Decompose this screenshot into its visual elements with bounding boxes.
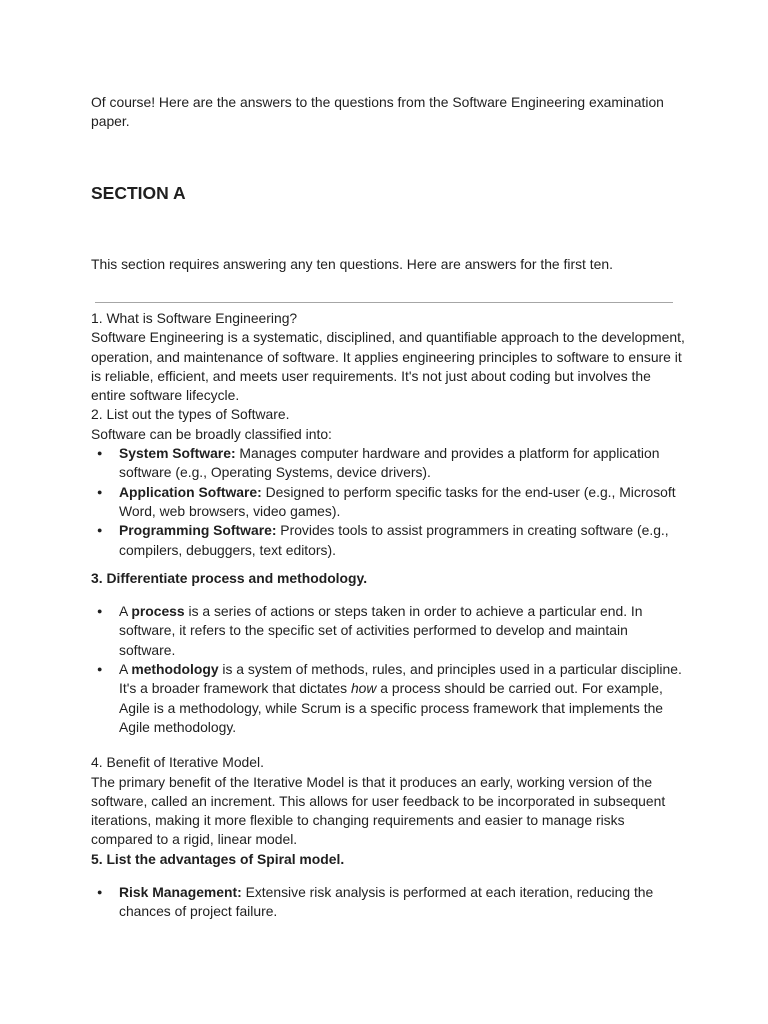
list-item-text: Extensive risk analysis is performed at each iteration, reducing the chances of project failure. (119, 884, 654, 920)
q4-question: 4. Benefit of Iterative Model. (91, 754, 264, 771)
list-item-emphasis: how (350, 680, 377, 697)
list-item-term: Application Software: (119, 483, 262, 500)
q5-question (91, 850, 686, 869)
q3-list (91, 602, 686, 737)
list-item-text: is a system of methods, rules, and principles used in a particular discipline. It's a broader framework that dictates (119, 661, 682, 697)
q2-list (91, 444, 686, 560)
q3-question-text: 3. Differentiate process and methodology. (91, 569, 368, 586)
q1-question: 1. What is Software Engineering? (91, 310, 298, 326)
list-item-text: Provides tools to assist programmers in creating software (e.g., compilers, debuggers, text editors). (119, 522, 669, 558)
list-item-text: is a series of actions or steps taken in order to achieve a particular end. In software, it refers to the specific set of activities performed to develop and maintain software. (119, 603, 643, 658)
q5-question-text: 5. List the advantages of Spiral model. (91, 850, 345, 867)
list-item (91, 483, 686, 522)
q2-question: 2. List out the types of Software. (91, 406, 290, 423)
horizontal-divider (95, 302, 673, 303)
list-item-term: Risk Management: (119, 884, 242, 901)
intro-text: Of course! Here are the answers to the questions from the Software Engineering examination paper. (91, 94, 664, 130)
list-item-term: methodology (131, 661, 219, 678)
list-item-text: Manages computer hardware and provides a platform for application software (e.g., Operating Systems, device drivers). (119, 445, 660, 481)
q2-intro: Software can be broadly classified into: (91, 425, 332, 442)
list-item (91, 883, 686, 922)
list-item-term: Programming Software: (119, 522, 277, 539)
list-item (91, 660, 686, 737)
section-description: This section requires answering any ten questions. Here are answers for the first ten. (91, 256, 613, 272)
list-item-term: process (131, 603, 185, 620)
list-item-prefix: A (119, 603, 132, 620)
list-item-text: Designed to perform specific tasks for the end-user (e.g., Microsoft Word, web browsers, video games). (119, 483, 676, 519)
list-item (91, 444, 686, 483)
q3-question (91, 569, 686, 588)
list-item (91, 521, 686, 560)
list-item (91, 602, 686, 660)
section-title: SECTION A (91, 183, 186, 203)
q4-answer: The primary benefit of the Iterative Model is that it produces an early, working version of the software, called an increment. This allows for user feedback to be incorporated in subsequent iterations, making it more flexible to changing requirements and easier to manage risks compared to a rigid, linear model. (91, 773, 666, 848)
list-item-prefix: A (119, 661, 132, 678)
q5-list (91, 883, 686, 922)
answers-content (91, 309, 686, 922)
list-item-text: a process should be carried out. For example, Agile is a methodology, while Scrum is a specific process framework that implements the Agile methodology. (119, 680, 664, 735)
q1-answer: Software Engineering is a systematic, disciplined, and quantifiable approach to the development, operation, and maintenance of software. It applies engineering principles to software to ensure it is reliable, efficient, and meets user requirements. It's not just about coding but involves the entire software lifecycle. (91, 329, 685, 404)
list-item-term: System Software: (119, 445, 236, 462)
